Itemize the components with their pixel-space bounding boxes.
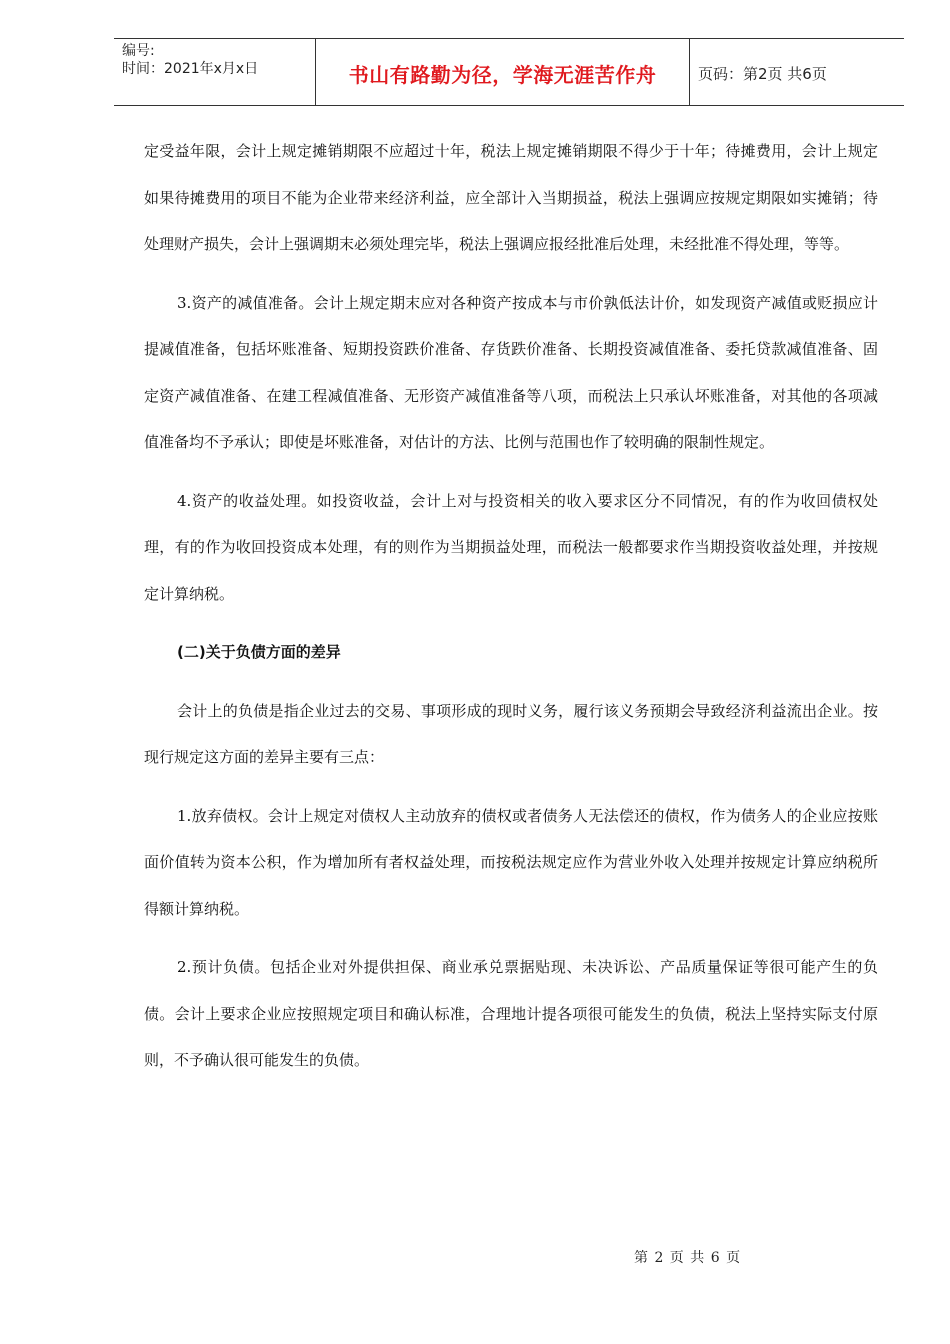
- body-paragraph: 2.预计负债。包括企业对外提供担保、商业承兑票据贴现、未决诉讼、产品质量保证等很可能产生的负债。会计上要求企业应按照规定项目和确认标准，合理地计提各项很可能发生的负债，税法上坚持实际支付原则，不予确认很可能发生的负债。: [144, 958, 878, 1069]
- body-paragraph: 定受益年限，会计上规定摊销期限不应超过十年，税法上规定摊销期限不得少于十年；待摊费用，会计上规定如果待摊费用的项目不能为企业带来经济利益，应全部计入当期损益，税法上强调应按规定期限如实摊销；待处理财产损失，会计上强调期末必须处理完毕，税法上强调应报经批准后处理，未经批准不得处理，等等。: [144, 142, 878, 253]
- document-header: [114, 38, 904, 106]
- header-motto: 书山有路勤为径，学海无涯苦作舟: [316, 39, 690, 105]
- body-paragraph: 3.资产的减值准备。会计上规定期末应对各种资产按成本与市价孰低法计价，如发现资产减值或贬损应计提减值准备，包括坏账准备、短期投资跌价准备、存货跌价准备、长期投资减值准备、委托贷款减值准备、固定资产减值准备、在建工程减值准备、无形资产减值准备等八项，而税法上只承认坏账准备，对其他的各项减值准备均不予承认；即使是坏账准备，对估计的方法、比例与范围也作了较明确的限制性规定。: [144, 293, 878, 451]
- header-page-info: 页码：第2页 共6页: [698, 64, 827, 83]
- document-body: [144, 128, 878, 1084]
- body-paragraph: 会计上的负债是指企业过去的交易、事项形成的现时义务，履行该义务预期会导致经济利益流出企业。按现行规定这方面的差异主要有三点：: [144, 701, 878, 766]
- date-label: 时间：2021年x月x日: [122, 61, 259, 77]
- body-paragraph: 4.资产的收益处理。如投资收益，会计上对与投资相关的收入要求区分不同情况，有的作为收回债权处理，有的作为收回投资成本处理，有的则作为当期损益处理，而税法一般都要求作当期投资收益处理，并按规定计算纳税。: [144, 491, 878, 603]
- body-paragraph: 1.放弃债权。会计上规定对债权人主动放弃的债权或者债务人无法偿还的债权，作为债务人的企业应按账面价值转为资本公积，作为增加所有者权益处理，而按税法规定应作为营业外收入处理并按规定计算应纳税所得额计算纳税。: [144, 806, 878, 918]
- section-heading: (二)关于负债方面的差异: [177, 643, 341, 661]
- serial-number-label: 编号:: [122, 43, 155, 59]
- page-footer: 第 2 页 共 6 页: [634, 1250, 742, 1266]
- header-meta: [114, 39, 316, 105]
